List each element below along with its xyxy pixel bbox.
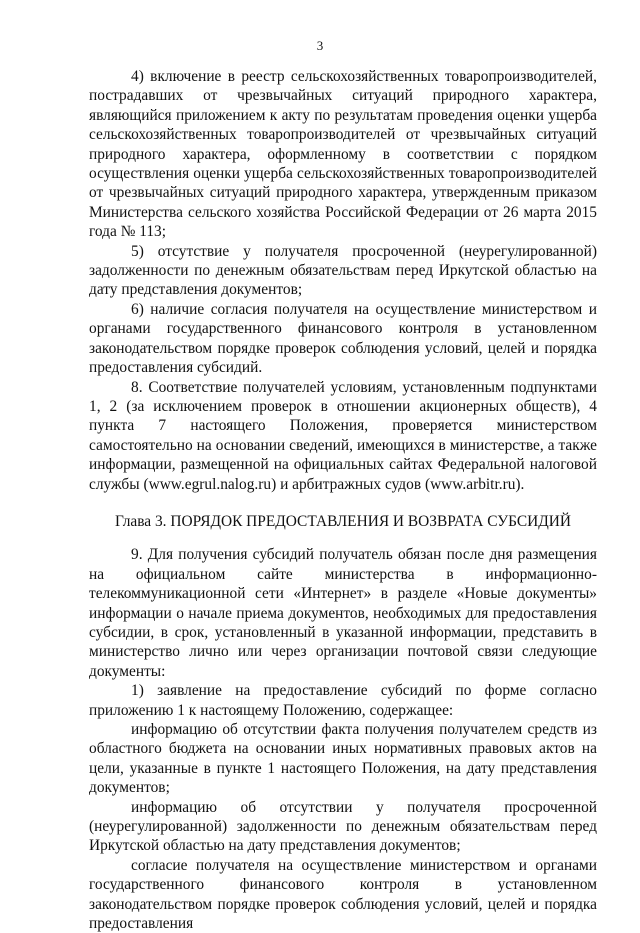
paragraph-info-no-debt: информацию об отсутствии у получателя просроченной (неурегулированной) задолженности по денежным обязательствам перед Иркутской областью на дату представления документов; bbox=[89, 798, 597, 855]
paragraph-info-no-budget-funds: информацию об отсутствии факта получения получателем средств из областного бюджета на основании иных нормативных правовых актов на цели, указанные в пункте 1 настоящего Положения, на дату представления документов; bbox=[89, 721, 597, 797]
paragraph-item-6: 6) наличие согласия получателя на осуществление министерством и органами государственного финансового контроля в установленном законодательством порядке проверок соблюдения условий, целей и порядка предоставления субсидий. bbox=[89, 300, 597, 377]
paragraph-point-9: 9. Для получения субсидий получатель обязан после дня размещения на официальном сайте министерства в информационно-телекоммуникационной сети «Интернет» в разделе «Новые документы» информации о начале приема документов, необходимых для предоставления субсидии, в срок, установленный в указанной информации, представить в министерство лично или через организации почтовой связи следующие документы: bbox=[89, 546, 597, 680]
paragraph-consent: согласие получателя на осуществление министерством и органами государственного финансового контроля в установленном законодательством порядке проверок соблюдения условий, целей и порядка предоставления bbox=[89, 856, 597, 933]
page-number: 3 bbox=[316, 38, 324, 53]
paragraph-item-4: 4) включение в реестр сельскохозяйственных товаропроизводителей, пострадавших от чрезвычайных ситуаций природного характера, являющийся приложением к акту по результатам проведения оценки ущерба сельскохозяйственных товаропроизводителей от чрезвычайных ситуаций природного характера, оформленному в соответствии с порядком осуществления оценки ущерба сельскохозяйственных товаропроизводителей от чрезвычайных ситуаций природного характера, утвержденным приказом Министерства сельского хозяйства Российской Федерации от 26 марта 2015 года № 113; bbox=[89, 68, 597, 241]
document-body bbox=[89, 67, 597, 933]
paragraph-subitem-1: 1) заявление на предоставление субсидий по форме согласно приложению 1 к настоящему Положению, содержащее: bbox=[89, 682, 597, 719]
paragraph-item-5: 5) отсутствие у получателя просроченной (неурегулированной) задолженности по денежным обязательствам перед Иркутской областью на дату представления документов; bbox=[89, 242, 597, 299]
paragraph-point-8: 8. Соответствие получателей условиям, установленным подпунктами 1, 2 (за исключением проверок в отношении акционерных обществ), 4 пункта 7 настоящего Положения, проверяется министерством самостоятельно на основании сведений, имеющихся в министерстве, а также информации, размещенной на официальных сайтах Федеральной налоговой службы (www.egrul.nalog.ru) и арбитражных судов (www.arbitr.ru). bbox=[89, 378, 597, 493]
chapter-heading: Глава 3. ПОРЯДОК ПРЕДОСТАВЛЕНИЯ И ВОЗВРАТА СУБСИДИЙ bbox=[114, 512, 571, 530]
